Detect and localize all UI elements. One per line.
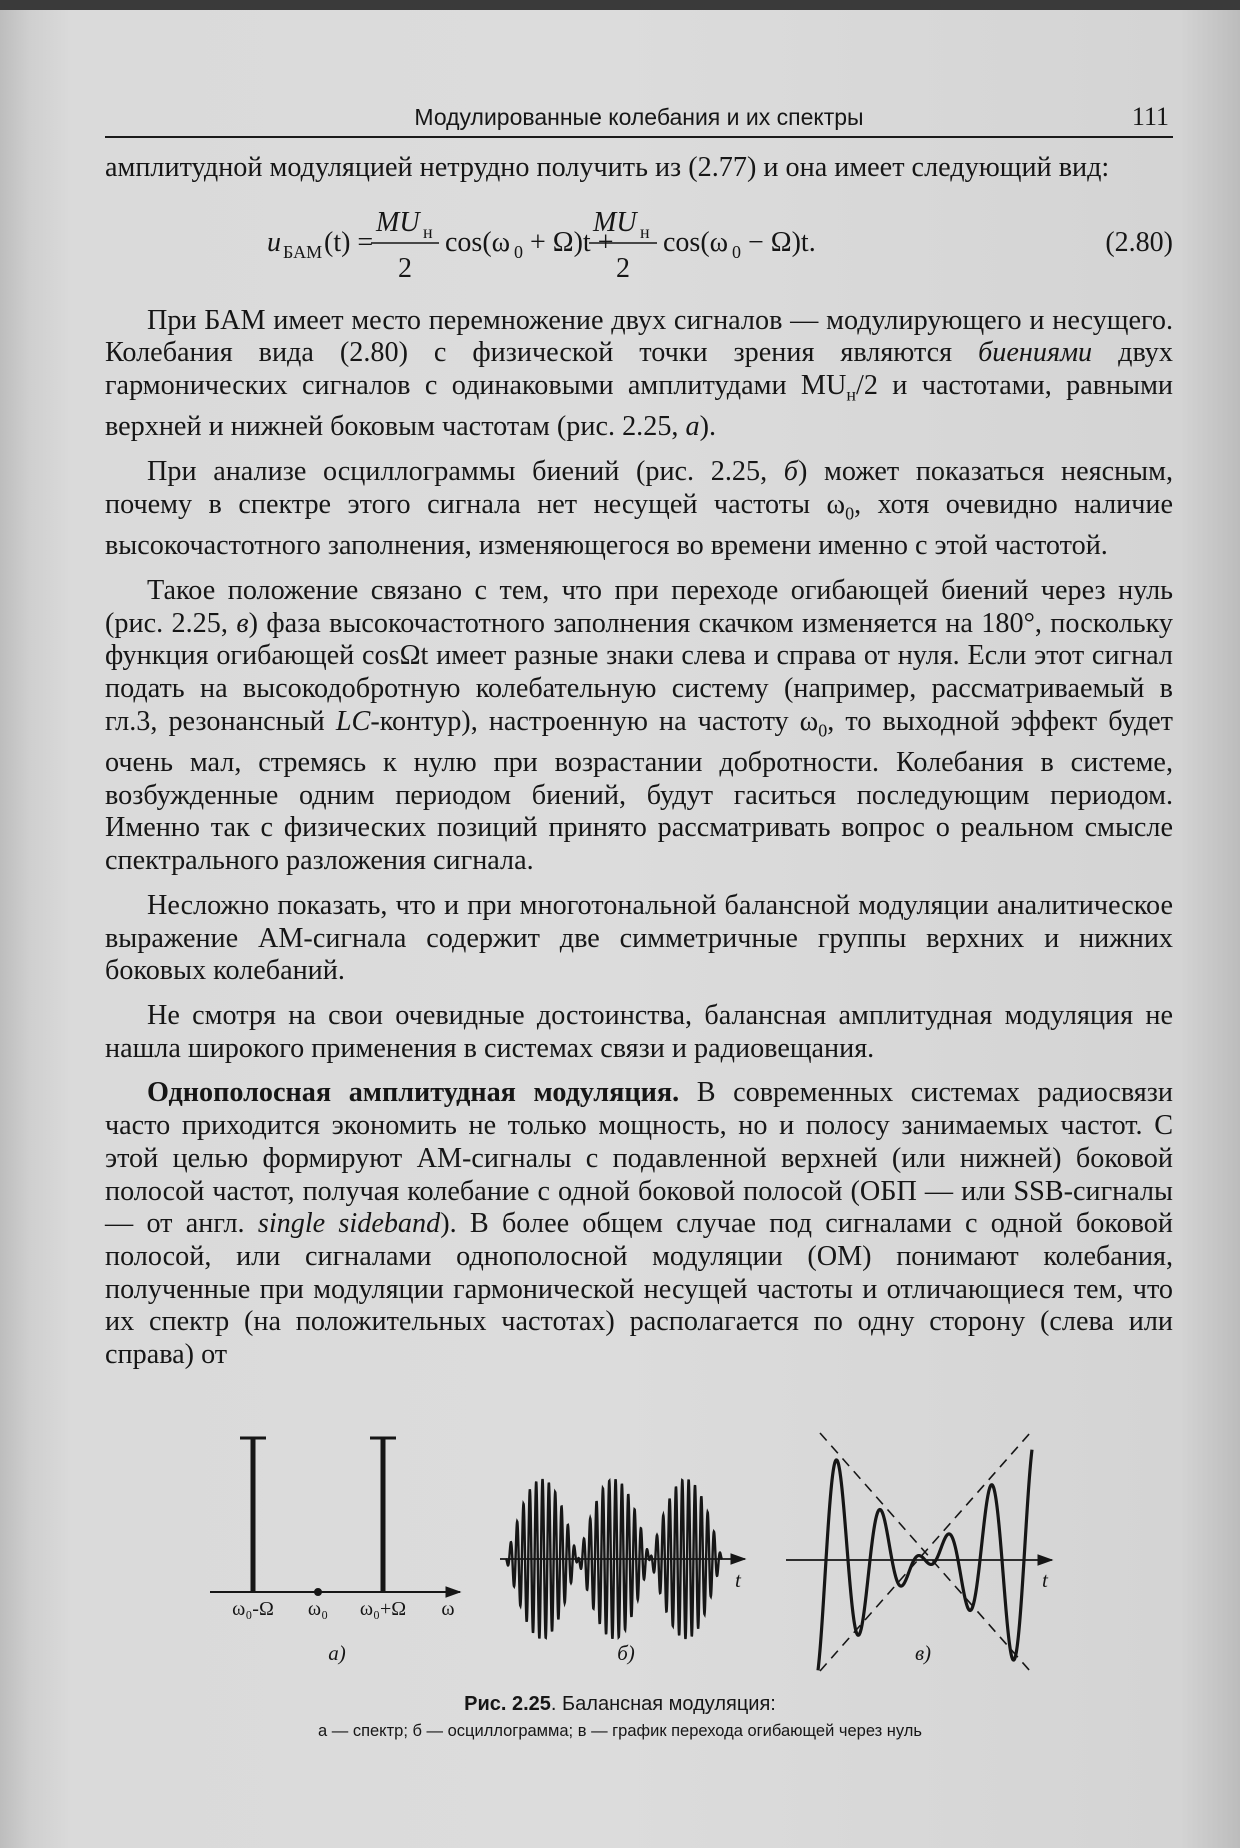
formula-term2: cos(ω <box>663 226 729 258</box>
p1-text-b: двух гармонических сигналов с одинаковыми амплитудами MU <box>105 337 1173 402</box>
formula-lhs-arg: (t) = <box>324 226 374 258</box>
p1-text-d: ). <box>699 411 717 443</box>
figure-caption <box>0 1693 1240 1716</box>
intro-paragraph: амплитудной модуляцией нетрудно получить из (2.77) и она имеет следующий вид: <box>105 152 1110 183</box>
formula-number: (2.80) <box>1105 226 1173 258</box>
panel-b-arrow <box>731 1554 745 1564</box>
tick-carrier: ω₀ <box>307 1598 329 1620</box>
paragraph-1 <box>105 305 1173 444</box>
p3-text-b: ) фаза высокочастотного заполнения скачком изменяется на 180°, поскольку функция огибающей cosΩt имеет разные знаки слева и справа от нуля. Если этот сигнал подать на высокодобротную колебательную систему (например, рассматриваемый в гл.3, резонансный <box>105 607 1173 737</box>
running-header <box>105 102 1173 138</box>
p2-subscript: 0 <box>845 503 855 524</box>
formula-num2: MU <box>593 206 637 238</box>
formula-num2-sub: н <box>640 221 650 242</box>
panel-a-spectrum <box>210 1437 460 1597</box>
p6-text-b: ). В более общем случае под сигналами с одной боковой полосой, или сигналами однополосной модуляции (ОМ) понимают колебания, полученные при модуляции гармонической несущей частоты и отличающиеся тем, что их спектр (на положительных частотах) располагается по одну сторону (слева или справа) от <box>105 1208 1173 1371</box>
paragraph-5: Не смотря на свои очевидные достоинства, балансная амплитудная модуляция не нашла широкого применения в системах связи и радиовещания. <box>105 999 1173 1064</box>
label-a: а) <box>328 1641 346 1665</box>
tick-lower: ω₀-Ω <box>232 1598 274 1620</box>
p3-text-c: -контур), настроенную на частоту ω <box>370 705 819 737</box>
figure-svg <box>0 1415 1240 1675</box>
axis-omega: ω <box>441 1598 455 1620</box>
panel-a-arrow <box>446 1587 460 1597</box>
p1-text-c: /2 и частотами, равными верхней и нижней боковым частотам (рис. 2.25, <box>105 370 1173 443</box>
p1-text-a: При БАМ имеет место перемножение двух сигналов — модулирующего и несущего. Колебания вида (2.80) с физической точки зрения являются <box>105 304 1173 369</box>
caption-label: Рис. 2.25 <box>464 1693 551 1715</box>
section-heading: Однополосная амплитудная модуляция. <box>147 1077 680 1109</box>
envelope-line-up <box>820 1433 1030 1671</box>
formula-den1: 2 <box>398 252 412 284</box>
p1-emphasis: биениями <box>978 337 1093 369</box>
p1-subscript: н <box>846 384 856 405</box>
p2-text-b: ) может показаться неясным, почему в спектре этого сигнала нет несущей частоты ω <box>105 456 1173 520</box>
axis-t-b: t <box>735 1568 741 1592</box>
formula-term1: cos(ω <box>445 226 511 258</box>
p3-lc: LC <box>335 705 371 737</box>
p3-text-d: , то выходной эффект будет очень мал, стремясь к нулю при возрастании добротности. Колебания в системе, возбужденные одним периодом биений, будут гаситься последующим периодом. Именно так с физических позиций принято рассматривать вопрос о реальном смысле спектрального разложения сигнала. <box>105 705 1173 877</box>
figure-caption-sub: а — спектр; б — осциллограмма; в — график перехода огибающей через нуль <box>317 1722 923 1740</box>
paragraph-3 <box>105 575 1173 878</box>
formula-term2-tail: − Ω)t. <box>748 226 816 258</box>
page-number: 111 <box>1131 102 1169 131</box>
formula-num1: MU <box>376 206 420 238</box>
p3-subscript: 0 <box>818 720 828 741</box>
caption-title: . Балансная модуляция: <box>550 1693 776 1715</box>
figure-2-25 <box>0 1415 1240 1675</box>
label-b: б) <box>617 1641 635 1665</box>
formula-den2: 2 <box>616 252 630 284</box>
formula-svg <box>105 187 1173 291</box>
panel-c-envelope <box>786 1433 1052 1671</box>
label-c: в) <box>914 1641 932 1665</box>
axis-t-c: t <box>1042 1568 1048 1592</box>
paragraph-2 <box>105 456 1173 563</box>
p6-text-a: В современных системах радиосвязи часто приходится экономить не только мощность, но и полосу занимаемых частот. С этой целью формируют АМ-сигналы с подавленной верхней (или нижней) боковой полосой частот, получая колебание с одной боковой полосой (ОБП — или SSB-сигналы — от англ. <box>105 1077 1173 1240</box>
tick-upper: ω₀+Ω <box>359 1598 407 1620</box>
p2-text-a: При анализе осциллограммы биений (рис. 2.25, <box>147 456 784 488</box>
p1-fig-ref: а <box>685 411 700 443</box>
p2-text-c: , хотя очевидно наличие высокочастотного заполнения, изменяющегося во времени именно с этой частотой. <box>105 488 1173 562</box>
p2-fig-ref: б <box>783 456 798 488</box>
carrier-point <box>315 1589 322 1596</box>
p3-fig-ref: в <box>236 607 249 639</box>
scan-edge <box>0 0 1240 10</box>
formula-lhs: u <box>267 226 281 258</box>
formula-2-80 <box>105 187 1173 291</box>
p3-text-a: Такое положение связано с тем, что при переходе огибающей биений через нуль (рис. 2.25, <box>105 574 1173 639</box>
formula-term2-sub: 0 <box>732 241 741 262</box>
formula-lhs-sub: БАМ <box>283 241 323 262</box>
formula-term1-tail: + Ω)t + <box>530 226 614 258</box>
beat-waveform <box>506 1479 722 1639</box>
formula-term1-sub: 0 <box>514 241 523 262</box>
panel-b-oscillogram <box>500 1479 745 1639</box>
p6-emphasis: single sideband <box>257 1208 441 1240</box>
panel-c-arrow <box>1038 1555 1052 1565</box>
running-title: Модулированные колебания и их спектры <box>414 104 864 130</box>
paragraph-6 <box>105 1077 1173 1371</box>
paragraph-4: Несложно показать, что и при многотональной балансной модуляции аналитическое выражение АМ-сигнала содержит две симметричные группы верхних и нижних боковых колебаний. <box>105 889 1173 987</box>
formula-num1-sub: н <box>423 221 433 242</box>
body-text <box>105 152 1173 1372</box>
